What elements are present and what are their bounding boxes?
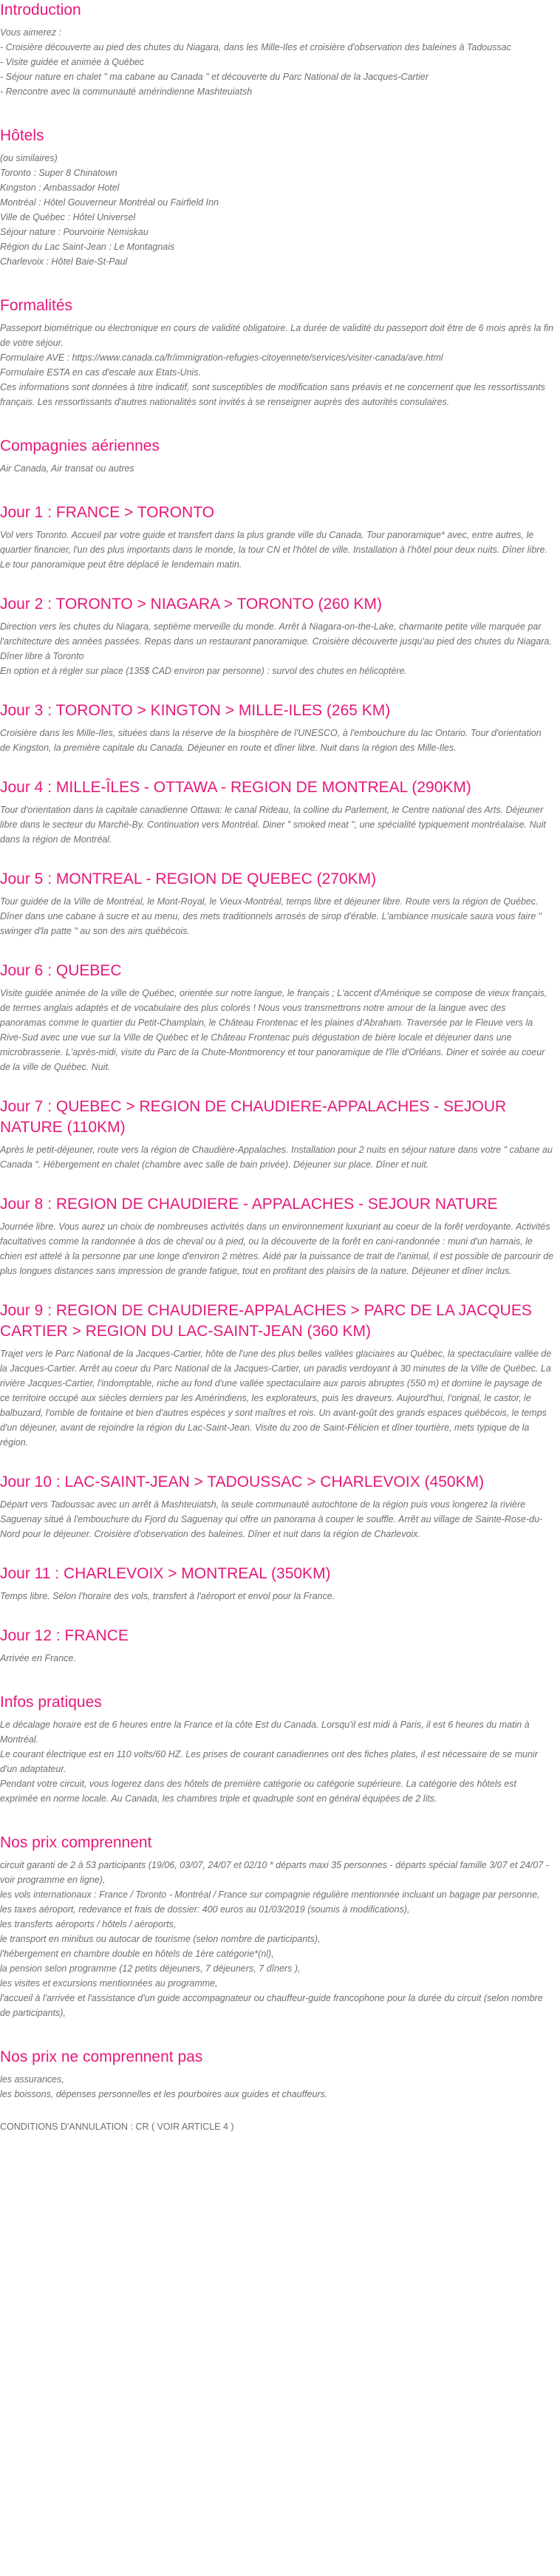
day-12: [0, 1626, 554, 1666]
text-line: - Visite guidée et animée à Québec: [0, 57, 145, 67]
section-title: Nos prix ne comprennent pas: [0, 2048, 203, 2065]
text-line: les transferts aéroports / hôtels / aéroports,: [0, 1919, 177, 1929]
section-compagnies-aeriennes: [0, 436, 554, 476]
text-line: Croisière dans les Mille-Iles, situées dans la réserve de la biosphère de l'UNESCO, à l'embouchure du lac Ontario. Tour d'orientation de Kingston, la première capitale du Canada. Déjeuner en route et dîner libre. Nuit dans la région des Mille-Iles.: [0, 728, 542, 753]
day-title: Jour 11 : CHARLEVOIX > MONTREAL (350KM): [0, 1565, 331, 1582]
text-line: - Séjour nature en chalet " ma cabane au Canada " et découverte du Parc National de la Jacques-Cartier: [0, 72, 429, 82]
text-line: Pendant votre circuit, vous logerez dans des hôtels de première catégorie ou catégorie supérieure. La catégorie des hôtels est exprimée en norme locale. Au Canada, les chambres triple et quadruple sont en général équipées de 2 lits.: [0, 1779, 517, 1804]
section-body: [0, 461, 554, 476]
text-line: Vous aimerez :: [0, 27, 61, 38]
section-title: Formalités: [0, 297, 73, 314]
day-body: [0, 803, 554, 847]
day-2: [0, 594, 554, 678]
text-line: Ville de Québec : Hôtel Universel: [0, 212, 136, 222]
text-line: circuit garanti de 2 à 53 participants (19/06, 03/07, 24/07 et 02/10 * départs maxi 35 personnes - départs spécial famille 3/07 et 24/07 - voir programme en ligne),: [0, 1860, 549, 1885]
text-line: En option et à régler sur place (135$ CAD environ par personne) : survol des chutes en hélicoptère.: [0, 666, 408, 676]
text-line: l'hébergement en chambre double en hôtels de 1ère catégorie*(nl),: [0, 1949, 274, 1959]
text-line: l'accueil à l'arrivée et l'assistance d'un guide accompagnateur ou chauffeur-guide francophone pour la durée du circuit (selon nombre de participants),: [0, 1993, 543, 2018]
day-title: Jour 4 : MILLE-ÎLES - OTTAWA - REGION DE MONTREAL (290KM): [0, 779, 471, 796]
section-prix-ne-comprennent-pas: [0, 2047, 554, 2102]
text-line: Air Canada, Air transat ou autres: [0, 463, 134, 474]
text-line: Vol vers Toronto. Accueil par votre guide et transfert dans la plus grande ville du Canada. Tour panoramique* avec, entre autres, le quartier financier, l'un des plus importants dans le monde, la tour CN et l'hôtel de ville. Installation à l'hôtel pour deux nuits. Dîner libre.: [0, 530, 547, 555]
day-6: [0, 961, 554, 1074]
section-body: [0, 1858, 554, 2020]
day-body: [0, 986, 554, 1074]
day-10: [0, 1472, 554, 1541]
day-title: Jour 7 : QUEBEC > REGION DE CHAUDIERE-APPALACHES - SEJOUR NATURE (110KM): [0, 1098, 507, 1136]
day-7: [0, 1097, 554, 1172]
text-line: Montréal : Hôtel Gouverneur Montréal ou Fairfield Inn: [0, 197, 219, 208]
text-line: Région du Lac Saint-Jean : Le Montagnais: [0, 242, 175, 252]
text-line: Temps libre. Selon l'horaire des vols, transfert à l'aéroport et envol pour la France.: [0, 1591, 335, 1601]
section-body: [0, 1717, 554, 1806]
day-8: [0, 1194, 554, 1278]
section-title: Hôtels: [0, 127, 44, 144]
day-9: [0, 1301, 554, 1450]
section-infos-pratiques: [0, 1692, 554, 1806]
text-line: Journée libre. Vous aurez un choix de nombreuses activités dans un environnement luxuriant au coeur de la forêt verdoyante. Activités facultatives comme la randonnée à dos de cheval ou à pied, ou la découverte de la forêt en cani-randonnée : muni d'un harnais, le chien est attelé à la personne par une longe d'environ 2 mètres. Aidé par la puissance de trait de l'animal, il est possible de parcourir de plus longues distances sans impression de grande fatigue, tout en profitant des plaisirs de la nature. Déjeuner et dîner inclus.: [0, 1221, 554, 1276]
text-line: Charlevoix : Hôtel Baie-St-Paul: [0, 256, 128, 267]
day-body: [0, 1219, 554, 1278]
text-line: les vols internationaux : France / Toronto - Montréal / France sur compagnie régulière mentionnée incluant un bagage par personne,: [0, 1890, 540, 1900]
day-11: [0, 1564, 554, 1604]
section-hotels: [0, 126, 554, 269]
day-body: [0, 1142, 554, 1172]
day-body: [0, 726, 554, 755]
text-line: le transport en minibus ou autocar de tourisme (selon nombre de participants),: [0, 1934, 321, 1944]
section-body: [0, 321, 554, 409]
day-title: Jour 8 : REGION DE CHAUDIERE - APPALACHES - SEJOUR NATURE: [0, 1196, 498, 1213]
text-line: Tour d'orientation dans la capitale canadienne Ottawa: le canal Rideau, la colline du Parlement, le Centre national des Arts. Déjeuner libre dans le secteur du Marché-By. Continuation vers Montréal. Diner " smoked meat ", une spécialité typiquement montréalaise. Nuit dans la région de Montréal.: [0, 805, 546, 845]
text-line: Trajet vers le Parc National de la Jacques-Cartier, hôte de l'une des plus belles vallées glaciaires au Québec, la spectaculaire vallée de la Jacques-Cartier. Arrêt au coeur du Parc National de la Jacques-Cartier, un paradis verdoyant à 30 minutes de la Ville de Québec. La rivière Jacques-Cartier, l'indomptable, niche au fond d'une vallée spectaculaire aux parois abruptes (550 m) et domine le paysage de ce territoire occupé aux siècles derniers par les Amérindiens, les explorateurs, puis les draveurs. Aujourd'hui, l'orignal, le castor, le balbuzard, l'omble de fontaine et bien d'autres espèces y sont maîtres et rois. Un avant-goût des grands espaces québécois, le temps d'un déjeuner, avant de rejoindre la région du Lac-Saint-Jean. Visite du zoo de Saint-Félicien et dîner tourtière, mets typique de la région.: [0, 1349, 552, 1448]
day-body: [0, 528, 554, 572]
cancellation-conditions: CONDITIONS D'ANNULATION : CR ( VOIR ARTICLE 4 ): [0, 2122, 234, 2132]
day-title: Jour 6 : QUEBEC: [0, 962, 122, 979]
text-line: les boissons, dépenses personnelles et les pourboires aux guides et chauffeurs.: [0, 2089, 328, 2099]
section-formalites: [0, 296, 554, 409]
day-1: [0, 502, 554, 572]
text-line: les assurances,: [0, 2074, 64, 2085]
section-introduction: [0, 0, 554, 99]
text-line: Tour guidée de la Ville de Montréal, le Mont-Royal, le Vieux-Montréal, temps libre et déjeuner libre. Route vers la région de Québec. Dîner dans une cabane à sucre et au menu, des mets traditionnels arrosés de sirop d'érable. L'ambiance musicale saura vous faire " swinger d'la patte " au son des airs québécois.: [0, 896, 542, 936]
section-title: Infos pratiques: [0, 1694, 102, 1711]
text-line: Après le petit-déjeuner, route vers la région de Chaudière-Appalaches. Installation pour 2 nuits en séjour nature dans votre " cabane au Canada ". Hébergement en chalet (chambre avec salle de bain privée). Déjeuner sur place. Dîner et nuit.: [0, 1145, 553, 1170]
text-line: Passeport biométrique ou électronique en cours de validité obligatoire. La durée de validité du passeport doit être de 6 mois après la fin de votre séjour.: [0, 323, 554, 348]
day-body: [0, 1497, 554, 1541]
day-4: [0, 777, 554, 847]
text-line: Le courant électrique est en 110 volts/60 HZ. Les prises de courant canadiennes ont des fiches plates, il est nécessaire de se munir d'un adaptateur.: [0, 1749, 538, 1774]
day-5: [0, 869, 554, 938]
text-line: Visite guidée animée de la ville de Québec, orientée sur notre langue, le français ; L'accent d'Amérique se compose de vieux français, de termes anglais adaptés et de vocabulaire des plus colorés ! Nous vous transmettrons notre amour de la langue avec des panoramas comme le quartier du Petit-Champlain, le Château Frontenac et les plaines d'Abraham. Traversée par le Fleuve vers la Rive-Sud avec une vue sur la Ville de Québec et le Château Frontenac puis dégustation de bière locale et déjeuner dans une microbrasserie. L'après-midi, visite du Parc de la Chute-Montmorency et tour panoramique de l'île d'Orléans. Diner et soirée au coeur de la ville de Québec. Nuit.: [0, 988, 547, 1072]
day-body: [0, 894, 554, 938]
day-body: [0, 1589, 554, 1604]
text-line: Arrivée en France.: [0, 1653, 76, 1663]
day-title: Jour 2 : TORONTO > NIAGARA > TORONTO (260 KM): [0, 596, 382, 613]
day-title: Jour 12 : FRANCE: [0, 1627, 129, 1644]
section-body: [0, 2072, 554, 2102]
text-line: la pension selon programme (12 petits déjeuners, 7 déjeuners, 7 dîners ),: [0, 1963, 301, 1974]
text-line: Formulaire ESTA en cas d'escale aux Etats-Unis.: [0, 367, 201, 378]
text-line: - Rencontre avec la communauté amérindienne Mashteuiatsh: [0, 86, 253, 97]
day-body: [0, 1651, 554, 1666]
text-line: Séjour nature : Pourvoirie Nemiskau: [0, 227, 148, 237]
text-line: Formulaire AVE : https://www.canada.ca/fr/immigration-refugies-citoyennete/services/visiter-canada/ave.html: [0, 352, 443, 363]
text-line: Kingston : Ambassador Hotel: [0, 183, 120, 193]
day-title: Jour 5 : MONTREAL - REGION DE QUEBEC (270KM): [0, 870, 377, 887]
day-title: Jour 1 : FRANCE > TORONTO: [0, 504, 214, 521]
day-title: Jour 9 : REGION DE CHAUDIERE-APPALACHES > PARC DE LA JACQUES CARTIER > REGION DU LAC-SAINT-JEAN (360 KM): [0, 1302, 532, 1340]
section-body: [0, 151, 554, 269]
day-3: [0, 701, 554, 755]
text-line: - Croisière découverte au pied des chutes du Niagara, dans les Mille-Iles et croisière d'observation des baleines à Tadoussac: [0, 42, 511, 52]
section-body: [0, 25, 554, 99]
day-title: Jour 3 : TORONTO > KINGTON > MILLE-ILES (265 KM): [0, 702, 391, 719]
text-line: Le décalage horaire est de 6 heures entre la France et la côte Est du Canada. Lorsqu'il est midi à Paris, il est 6 heures du matin à Montréal.: [0, 1720, 530, 1745]
text-line: les visites et excursions mentionnées au programme,: [0, 1978, 218, 1989]
day-title: Jour 10 : LAC-SAINT-JEAN > TADOUSSAC > CHARLEVOIX (450KM): [0, 1473, 485, 1490]
text-line: (ou similaires): [0, 153, 58, 163]
day-body: [0, 619, 554, 678]
text-line: Toronto : Super 8 Chinatown: [0, 168, 117, 178]
section-title: Nos prix comprennent: [0, 1834, 152, 1851]
text-line: les taxes aéroport, redevance et frais de dossier: 400 euros au 01/03/2019 (soumis à modifications),: [0, 1904, 410, 1915]
section-prix-comprennent: [0, 1833, 554, 2020]
text-line: Départ vers Tadoussac avec un arrêt à Mashteuiatsh, la seule communauté autochtone de la région puis vous longerez la rivière Saguenay situé à l'embouchure du Fjord du Saguenay qui offre un panorama à couper le souffle. Arrêt au village de Sainte-Rose-du-Nord pour le déjeuner. Croisière d'observation des baleines. Dîner et nuit dans la région de Charlevoix.: [0, 1499, 543, 1539]
section-title: Introduction: [0, 1, 81, 18]
section-title: Compagnies aériennes: [0, 437, 160, 454]
text-line: Le tour panoramique peut être déplacé le lendemain matin.: [0, 559, 242, 570]
text-line: Ces informations sont données à titre indicatif, sont susceptibles de modification sans préavis et ne concernent que les ressortissants français. Les ressortissants d'autres nationalités sont invités à se renseigner auprès des autorités consulaires.: [0, 382, 545, 407]
text-line: Direction vers les chutes du Niagara, septième merveille du monde. Arrêt à Niagara-on-the-Lake, charmante petite ville marquée par l'architecture des années passées. Repas dans un restaurant panoramique. Croisière découverte jusqu'au pied des chutes du Niagara. Dîner libre à Toronto: [0, 621, 552, 661]
day-body: [0, 1346, 554, 1450]
